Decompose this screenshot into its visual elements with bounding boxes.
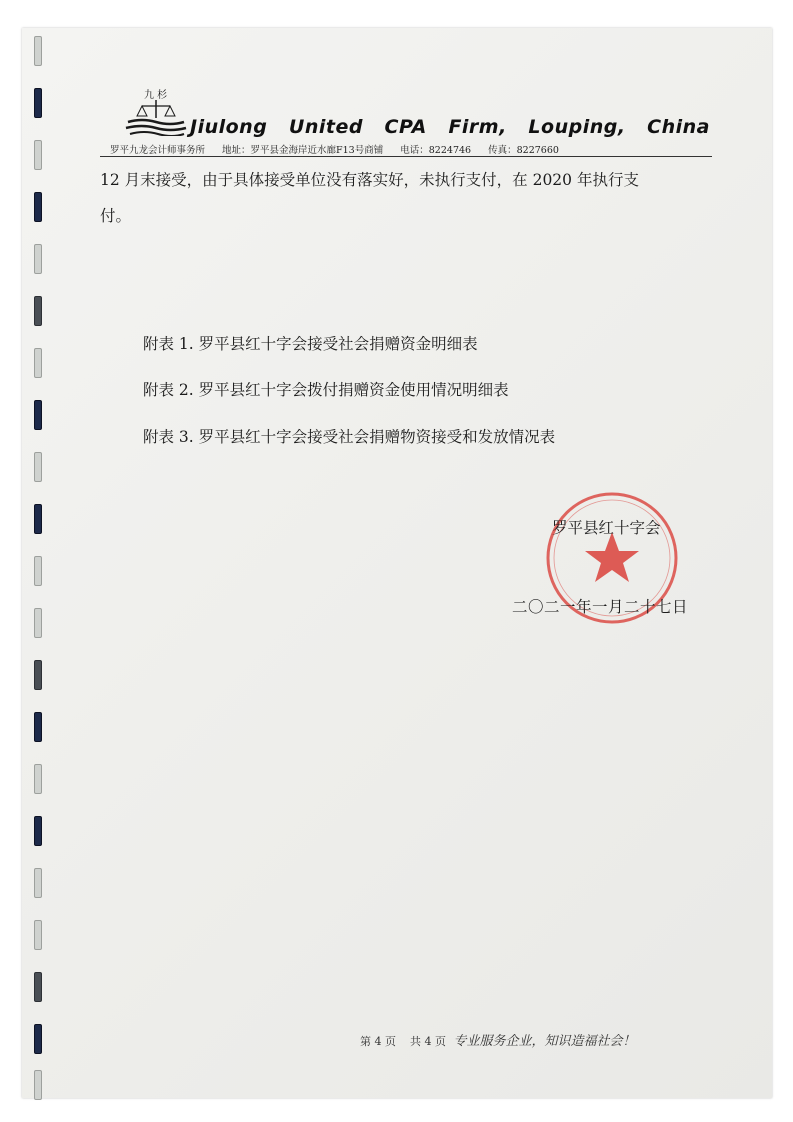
firm-word: Firm, xyxy=(448,116,507,138)
paragraph-line: 12 月末接受，由于具体接受单位没有落实好，未执行支付，在 2020 年执行支 xyxy=(100,171,639,189)
firm-address: 地址：罗平县金海岸近水廊F13号商铺 xyxy=(222,145,384,156)
page-number: 第 4 页 xyxy=(360,1035,396,1048)
firm-word: United xyxy=(288,116,363,138)
logo-text: 九 杉 xyxy=(144,90,168,101)
page-footer xyxy=(360,1030,636,1049)
letterhead xyxy=(100,80,712,160)
firm-fax: 传真：8227660 xyxy=(488,145,559,156)
attachment-item: 附表 3. 罗平县红十字会接受社会捐赠物资接受和发放情况表 xyxy=(143,428,556,446)
footer-slogan: 专业服务企业，知识造福社会！ xyxy=(453,1034,636,1049)
paragraph-line: 付。 xyxy=(100,207,132,225)
firm-word: Louping, xyxy=(528,116,626,138)
letterhead-divider xyxy=(100,156,712,157)
firm-word: China xyxy=(647,116,710,138)
body-paragraph xyxy=(100,162,710,234)
signing-organization: 罗平县红十字会 xyxy=(552,519,661,537)
firm-logo xyxy=(122,84,192,136)
firm-name-cn: 罗平九龙会计师事务所 xyxy=(110,145,206,156)
attachment-item: 附表 1. 罗平县红十字会接受社会捐赠资金明细表 xyxy=(143,335,478,353)
letterhead-contact xyxy=(110,142,710,156)
attachment-item: 附表 2. 罗平县红十字会拨付捐赠资金使用情况明细表 xyxy=(143,381,509,399)
firm-word: Jiulong xyxy=(190,116,268,138)
spiral-binding xyxy=(30,30,48,1090)
firm-word: CPA xyxy=(384,116,427,138)
page-total: 共 4 页 xyxy=(410,1035,446,1048)
firm-name-en xyxy=(190,116,710,138)
firm-phone: 电话：8224746 xyxy=(400,145,472,156)
signing-date: 二〇二一年一月二十七日 xyxy=(512,598,689,616)
